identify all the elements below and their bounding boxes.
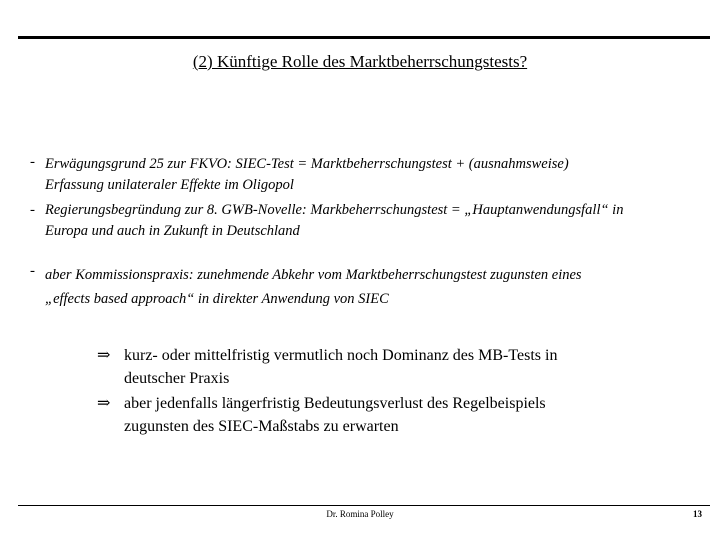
conclusion-line: kurz- oder mittelfristig vermutlich noch Dominanz des MB-Tests in bbox=[124, 347, 558, 364]
bullet-line: Regierungsbegründung zur 8. GWB-Novelle: Markbeherrschungstest = „Hauptanwendungsfall“ in bbox=[45, 202, 624, 218]
bullet-item-1 bbox=[45, 154, 695, 196]
top-rule bbox=[18, 36, 710, 39]
bullet-marker: - bbox=[30, 263, 35, 279]
bullet-line: aber Kommissionspraxis: zunehmende Abkehr vom Marktbeherrschungstest zugunsten eines bbox=[45, 267, 582, 283]
conclusion-item-2 bbox=[97, 392, 657, 438]
conclusion-line: aber jedenfalls längerfristig Bedeutungsverlust des Regelbeispiels bbox=[124, 395, 546, 412]
slide-title: (2) Künftige Rolle des Marktbeherrschungstests? bbox=[192, 52, 528, 71]
page-number: 13 bbox=[693, 509, 702, 519]
bullet-marker: - bbox=[30, 202, 35, 218]
conclusion-line: deutscher Praxis bbox=[124, 370, 230, 387]
implies-arrow-icon: ⇒ bbox=[97, 395, 111, 412]
bullet-line: Europa und auch in Zukunft in Deutschland bbox=[45, 223, 300, 239]
footer-author: Dr. Romina Polley bbox=[326, 509, 394, 519]
implies-arrow-icon: ⇒ bbox=[97, 347, 111, 364]
bullet-item-2 bbox=[45, 200, 695, 242]
bullet-item-3 bbox=[45, 263, 695, 311]
conclusion-item-1 bbox=[97, 344, 657, 390]
bullet-line: Erwägungsgrund 25 zur FKVO: SIEC-Test = Marktbeherrschungstest + (ausnahmsweise) bbox=[45, 156, 569, 172]
bullet-line: „effects based approach“ in direkter Anwendung von SIEC bbox=[45, 291, 389, 307]
bullet-line: Erfassung unilateraler Effekte im Oligopol bbox=[45, 177, 294, 193]
bottom-rule bbox=[18, 505, 710, 506]
bullet-marker: - bbox=[30, 154, 35, 170]
conclusion-line: zugunsten des SIEC-Maßstabs zu erwarten bbox=[124, 418, 399, 435]
